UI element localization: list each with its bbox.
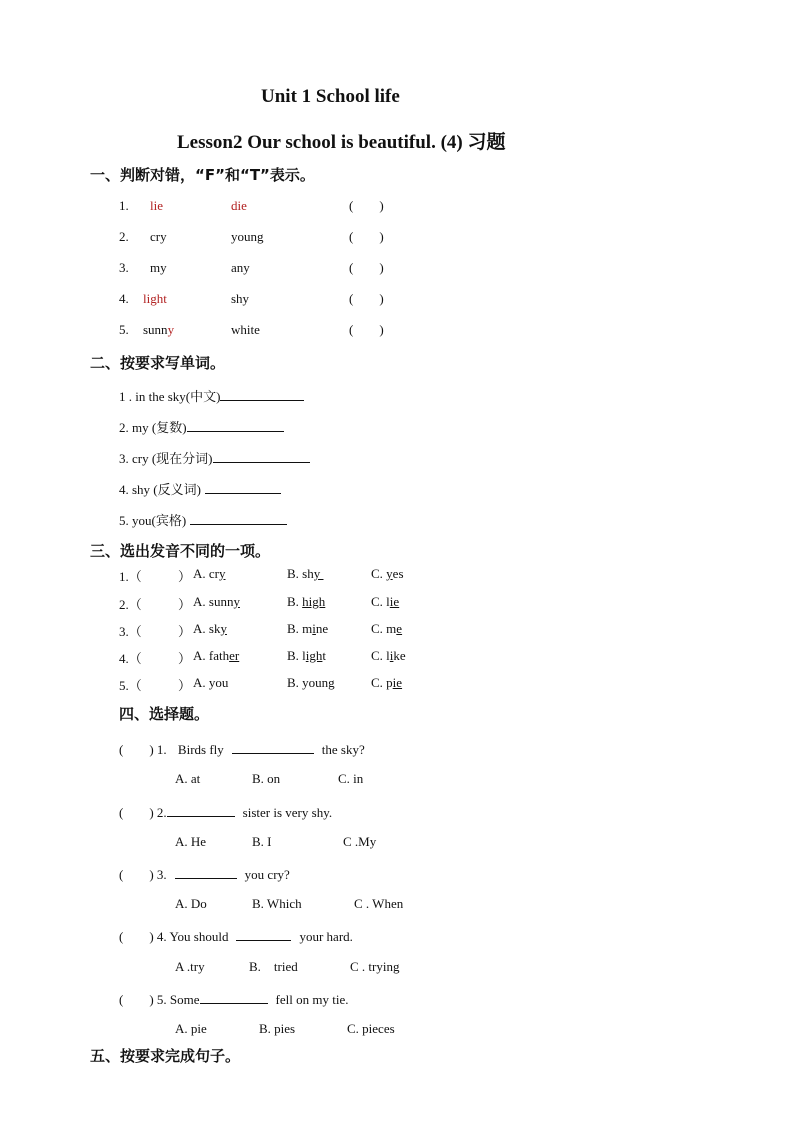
s4-question-text: Some — [169, 992, 200, 1007]
s3-item-num[interactable]: 3.（ — [119, 624, 142, 639]
s3-option-b[interactable] — [287, 594, 325, 610]
s3-option-text: C. — [371, 566, 387, 581]
s3-option-underlined: e — [396, 621, 403, 636]
s3-option-a[interactable] — [193, 621, 227, 637]
s1-item-answer-paren[interactable]: ( ) — [349, 229, 384, 244]
s1-item-word1 — [143, 322, 174, 338]
s4-option-b[interactable]: B. Which — [252, 896, 302, 911]
s2-item — [119, 448, 313, 467]
s4-option-b[interactable]: B. pies — [259, 1021, 296, 1036]
s3-item-num[interactable]: 1.（ — [119, 569, 142, 584]
s2-item — [119, 479, 284, 498]
s3-option-text: B. sh — [287, 566, 314, 581]
s1-item-word1: my — [150, 260, 167, 275]
s1-item-word2: white — [231, 322, 260, 337]
s3-option-text: es — [392, 566, 404, 581]
s2-answer-blank[interactable] — [220, 387, 304, 401]
s4-answer-paren[interactable]: ( ) 2. — [119, 805, 167, 820]
s4-question-text: Birds fly — [177, 742, 224, 757]
s3-option-text: C. l — [371, 648, 390, 663]
s4-option-a[interactable]: A. pie — [175, 1021, 207, 1036]
s4-question-text: you cry? — [244, 867, 290, 882]
s1-item-answer-paren[interactable]: ( ) — [349, 260, 384, 275]
s3-option-underlined: y — [233, 594, 240, 609]
s3-option-text: oung — [308, 675, 335, 690]
s3-option-underlined: ie — [389, 594, 400, 609]
s2-answer-blank[interactable] — [213, 449, 310, 463]
s3-option-b[interactable] — [287, 648, 326, 664]
s4-answer-paren[interactable]: ( ) 4. — [119, 929, 167, 944]
s1-item-num: 1. — [119, 198, 129, 213]
s3-option-underlined: y — [219, 566, 226, 581]
s3-option-text: A. sunn — [193, 594, 234, 609]
s4-option-c[interactable]: C . trying — [350, 959, 400, 974]
s1-item-word1-part: sunn — [143, 322, 168, 337]
s3-option-underlined: er — [229, 648, 240, 663]
s4-question — [119, 803, 332, 821]
s4-option-a[interactable]: A .try — [175, 959, 205, 974]
s1-item-num: 2. — [119, 229, 129, 244]
section-2-heading: 二、按要求写单词。 — [90, 354, 226, 372]
s4-question — [119, 740, 365, 758]
s3-item-close: ） — [178, 569, 192, 584]
s1-item-word2: any — [231, 260, 250, 275]
s3-item-num[interactable]: 4.（ — [119, 651, 142, 666]
s3-option-underlined: ie — [392, 675, 403, 690]
s3-option-a[interactable] — [193, 648, 239, 664]
s4-question-text: your hard. — [299, 929, 353, 944]
s3-item-num[interactable]: 2.（ — [119, 597, 142, 612]
s4-option-c[interactable]: C . When — [354, 896, 404, 911]
s2-item — [119, 510, 290, 529]
s4-question-text: the sky? — [321, 742, 365, 757]
s3-option-text: B. — [287, 594, 303, 609]
section-3-heading: 三、选出发音不同的一项。 — [90, 542, 271, 560]
s3-option-b[interactable] — [287, 621, 328, 637]
s1-item-word1: light — [143, 291, 167, 306]
page-title: Unit 1 School life — [261, 86, 400, 107]
s3-option-underlined: i — [389, 648, 394, 663]
s4-answer-blank[interactable] — [236, 927, 291, 941]
s2-item-prompt: 3. cry (现在分词) — [119, 451, 213, 466]
s1-item-num: 5. — [119, 322, 129, 337]
s4-option-a[interactable]: A. Do — [175, 896, 207, 911]
s4-answer-paren[interactable]: ( ) 3. — [119, 867, 167, 882]
s1-item-word2: shy — [231, 291, 250, 306]
s3-option-text: B. m — [287, 621, 313, 636]
s4-question — [119, 927, 353, 945]
s3-option-text: ke — [393, 648, 406, 663]
s3-option-c[interactable] — [371, 566, 404, 582]
s3-option-c[interactable] — [371, 594, 399, 610]
s3-option-underlined: y — [302, 675, 309, 690]
s1-item-word2: die — [231, 198, 247, 213]
s4-question-text: sister is very shy. — [242, 805, 333, 820]
s4-answer-blank[interactable] — [175, 865, 237, 879]
s3-option-text: C. p — [371, 675, 393, 690]
s4-option-c[interactable]: C .My — [343, 834, 377, 849]
s3-option-text: C. l — [371, 594, 390, 609]
s2-answer-blank[interactable] — [187, 418, 284, 432]
s3-option-underlined: y — [313, 566, 324, 581]
s3-option-a[interactable] — [193, 594, 240, 610]
section-4-heading: 四、选择题。 — [119, 705, 210, 723]
s4-option-c[interactable]: C. in — [338, 771, 364, 786]
s4-answer-blank[interactable] — [200, 990, 268, 1004]
s4-answer-paren[interactable]: ( ) 5. — [119, 992, 167, 1007]
s4-option-a[interactable]: A. at — [175, 771, 201, 786]
s3-option-underlined: igh — [305, 648, 323, 663]
s2-answer-blank[interactable] — [190, 511, 287, 525]
section-1-heading: 一、判断对错，“F”和“T”表示。 — [90, 166, 315, 184]
s4-answer-blank[interactable] — [232, 740, 314, 754]
s3-item-close: ） — [178, 624, 192, 639]
s3-option-a[interactable] — [193, 566, 226, 582]
s3-option-text: ne — [315, 621, 329, 636]
s3-option-text: A. sk — [193, 621, 221, 636]
s3-item-close: ） — [178, 651, 192, 666]
s3-option-a[interactable] — [193, 675, 228, 691]
s4-answer-blank[interactable] — [167, 803, 235, 817]
s3-option-text: t — [322, 648, 327, 663]
s1-item-word1: cry — [150, 229, 167, 244]
s3-option-text: B. l — [287, 648, 306, 663]
s3-option-text: C. m — [371, 621, 397, 636]
s4-question — [119, 990, 348, 1008]
s3-option-b[interactable] — [287, 675, 335, 691]
section-5-heading: 五、按要求完成句子。 — [90, 1047, 241, 1065]
s4-question-text: You should — [169, 929, 229, 944]
s2-item-prompt: 1 . in the sky(中文) — [119, 389, 221, 404]
s1-item-answer-paren[interactable]: ( ) — [349, 322, 384, 337]
s4-option-b[interactable]: B. on — [252, 771, 281, 786]
page-subtitle: Lesson2 Our school is beautiful. (4) 习题 — [177, 132, 506, 153]
s2-item-prompt: 5. you(宾格) — [119, 513, 187, 528]
s3-item-close: ） — [178, 678, 192, 693]
s3-item-close: ） — [178, 597, 192, 612]
s2-item — [119, 417, 287, 436]
s3-option-c[interactable] — [371, 648, 406, 664]
s1-item-word1: lie — [150, 198, 163, 213]
s1-item-num: 3. — [119, 260, 129, 275]
s1-item-word1-highlight: y — [167, 322, 175, 337]
s3-item-num[interactable]: 5.（ — [119, 678, 142, 693]
s3-option-underlined: high — [302, 594, 326, 609]
s3-option-b[interactable] — [287, 566, 323, 582]
s3-option-text: B. — [287, 675, 303, 690]
s3-option-text: A. — [193, 675, 209, 690]
s1-item-answer-paren[interactable]: ( ) — [349, 291, 384, 306]
s2-item — [119, 386, 307, 405]
s1-item-word2: young — [231, 229, 264, 244]
s3-option-text: A. fath — [193, 648, 230, 663]
s2-item-prompt: 2. my (复数) — [119, 420, 187, 435]
s4-question-text: fell on my tie. — [275, 992, 349, 1007]
s3-option-c[interactable] — [371, 621, 402, 637]
s4-option-b[interactable]: B. tried — [249, 959, 298, 974]
s3-option-underlined: y — [220, 621, 227, 636]
s2-item-prompt: 4. shy (反义词) — [119, 482, 201, 497]
s3-option-underlined: y — [386, 566, 393, 581]
s1-item-num: 4. — [119, 291, 129, 306]
s1-item-answer-paren[interactable]: ( ) — [349, 198, 384, 213]
s3-option-c[interactable] — [371, 675, 402, 691]
s3-option-underlined: y — [208, 675, 216, 690]
s4-option-c[interactable]: C. pieces — [347, 1021, 395, 1036]
s3-option-text: A. cr — [193, 566, 219, 581]
s4-option-b[interactable]: B. I — [252, 834, 272, 849]
s4-answer-paren[interactable]: ( ) 1. — [119, 742, 167, 757]
s3-option-underlined: i — [312, 621, 316, 636]
s2-answer-blank[interactable] — [205, 480, 281, 494]
s4-question — [119, 865, 290, 883]
s4-option-a[interactable]: A. He — [175, 834, 207, 849]
s3-option-text: ou — [215, 675, 229, 690]
